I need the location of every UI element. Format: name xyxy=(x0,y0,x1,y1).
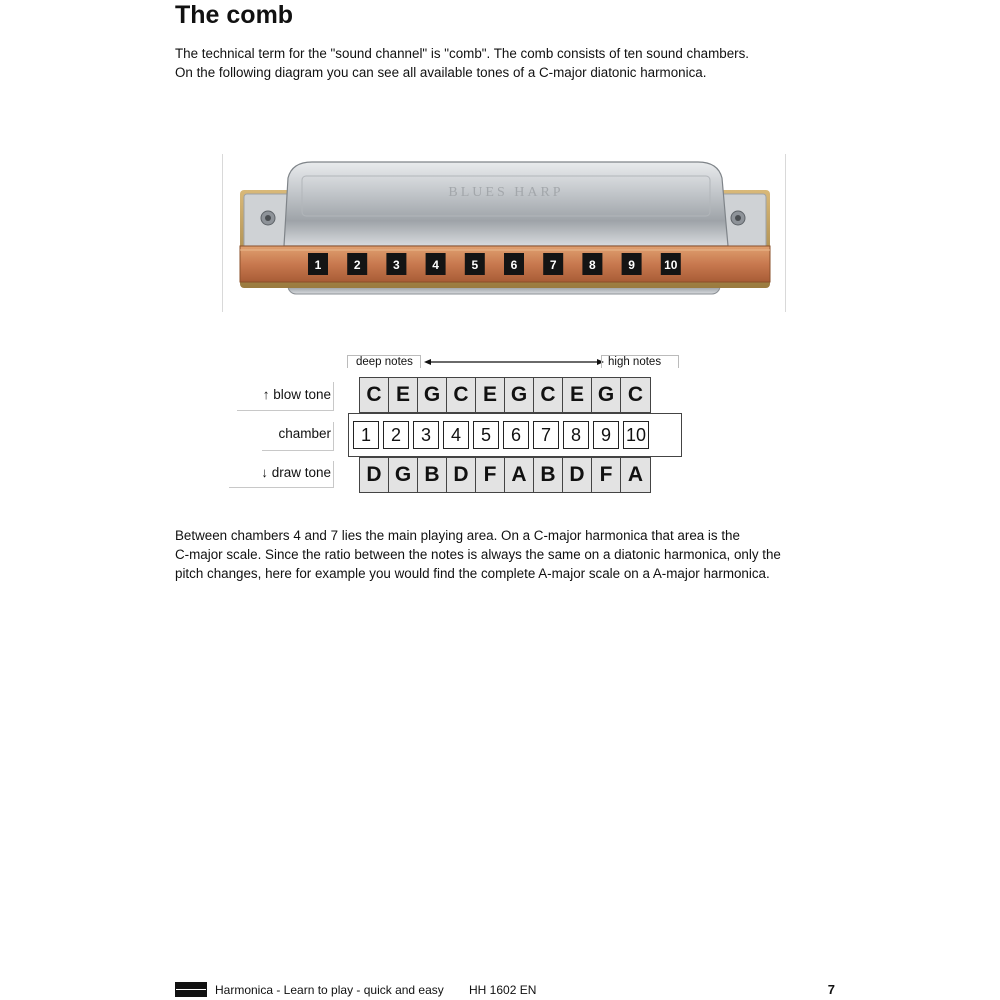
footer-title: Harmonica - Learn to play - quick and easy xyxy=(215,983,444,997)
hole-number: 6 xyxy=(510,258,518,272)
deep-notes-label: deep notes xyxy=(356,356,413,368)
range-arrow-icon xyxy=(424,359,604,365)
blow-notes-row xyxy=(359,377,651,413)
chamber-label: chamber xyxy=(278,426,331,441)
body-line: pitch changes, here for example you would find the complete A-major scale on a A-major harmonica. xyxy=(175,566,770,581)
blow-note-cell: G xyxy=(418,378,447,412)
blow-tone-label: ↑ blow tone xyxy=(262,387,331,402)
chamber-numbers-row xyxy=(348,413,682,457)
intro-paragraph xyxy=(175,44,749,82)
draw-note-cell: D xyxy=(360,458,389,492)
draw-note-cell: D xyxy=(563,458,592,492)
blow-note-cell: G xyxy=(592,378,621,412)
hole-number: 1 xyxy=(314,258,322,272)
chamber-number-cell: 4 xyxy=(443,421,469,449)
harmonica-illustration xyxy=(222,154,786,312)
blow-note-cell: C xyxy=(534,378,563,412)
hole-number: 7 xyxy=(549,258,557,272)
draw-tone-label: ↓ draw tone xyxy=(261,465,331,480)
footer-code: HH 1602 EN xyxy=(469,983,537,997)
blow-note-cell: E xyxy=(389,378,418,412)
cover-engraving: BLUES HARP xyxy=(448,185,564,200)
draw-note-cell: B xyxy=(418,458,447,492)
chamber-number-cell: 2 xyxy=(383,421,409,449)
draw-note-cell: B xyxy=(534,458,563,492)
draw-note-cell: D xyxy=(447,458,476,492)
hole-number: 9 xyxy=(628,258,635,272)
page-number: 7 xyxy=(827,982,835,997)
publisher-logo xyxy=(175,982,207,997)
page-footer xyxy=(175,981,835,999)
chamber-number-cell: 7 xyxy=(533,421,559,449)
chamber-number-cell: 6 xyxy=(503,421,529,449)
chamber-number-cell: 5 xyxy=(473,421,499,449)
body-paragraph xyxy=(175,526,781,583)
chamber-number-cell: 8 xyxy=(563,421,589,449)
draw-note-cell: A xyxy=(505,458,534,492)
draw-note-cell: G xyxy=(389,458,418,492)
blow-note-cell: E xyxy=(563,378,592,412)
hole-number: 2 xyxy=(353,258,361,272)
draw-note-cell: F xyxy=(592,458,621,492)
high-notes-label: high notes xyxy=(608,356,662,368)
hole-number: 10 xyxy=(664,258,678,272)
harmonica-drawing xyxy=(222,154,786,312)
hole-number: 5 xyxy=(471,258,479,272)
chamber-number-cell: 3 xyxy=(413,421,439,449)
page-title: The comb xyxy=(175,1,294,29)
draw-note-cell: A xyxy=(621,458,650,492)
blow-note-cell: C xyxy=(447,378,476,412)
body-line: C-major scale. Since the ratio between the notes is always the same on a diatonic harmonica, only the xyxy=(175,547,781,562)
hole-number: 8 xyxy=(589,258,596,272)
hole-number: 4 xyxy=(432,258,439,272)
draw-notes-row xyxy=(359,457,651,493)
chamber-number-cell: 10 xyxy=(623,421,649,449)
intro-line: On the following diagram you can see all available tones of a C-major diatonic harmonica. xyxy=(175,65,707,80)
blow-note-cell: C xyxy=(621,378,650,412)
intro-line: The technical term for the "sound channel" is "comb". The comb consists of ten sound chambers. xyxy=(175,46,750,61)
body-line: Between chambers 4 and 7 lies the main playing area. On a C-major harmonica that area is the xyxy=(175,528,740,543)
hole-number: 3 xyxy=(393,258,400,272)
chamber-number-cell: 9 xyxy=(593,421,619,449)
blow-note-cell: C xyxy=(360,378,389,412)
blow-note-cell: E xyxy=(476,378,505,412)
draw-note-cell: F xyxy=(476,458,505,492)
blow-note-cell: G xyxy=(505,378,534,412)
chamber-number-cell: 1 xyxy=(353,421,379,449)
